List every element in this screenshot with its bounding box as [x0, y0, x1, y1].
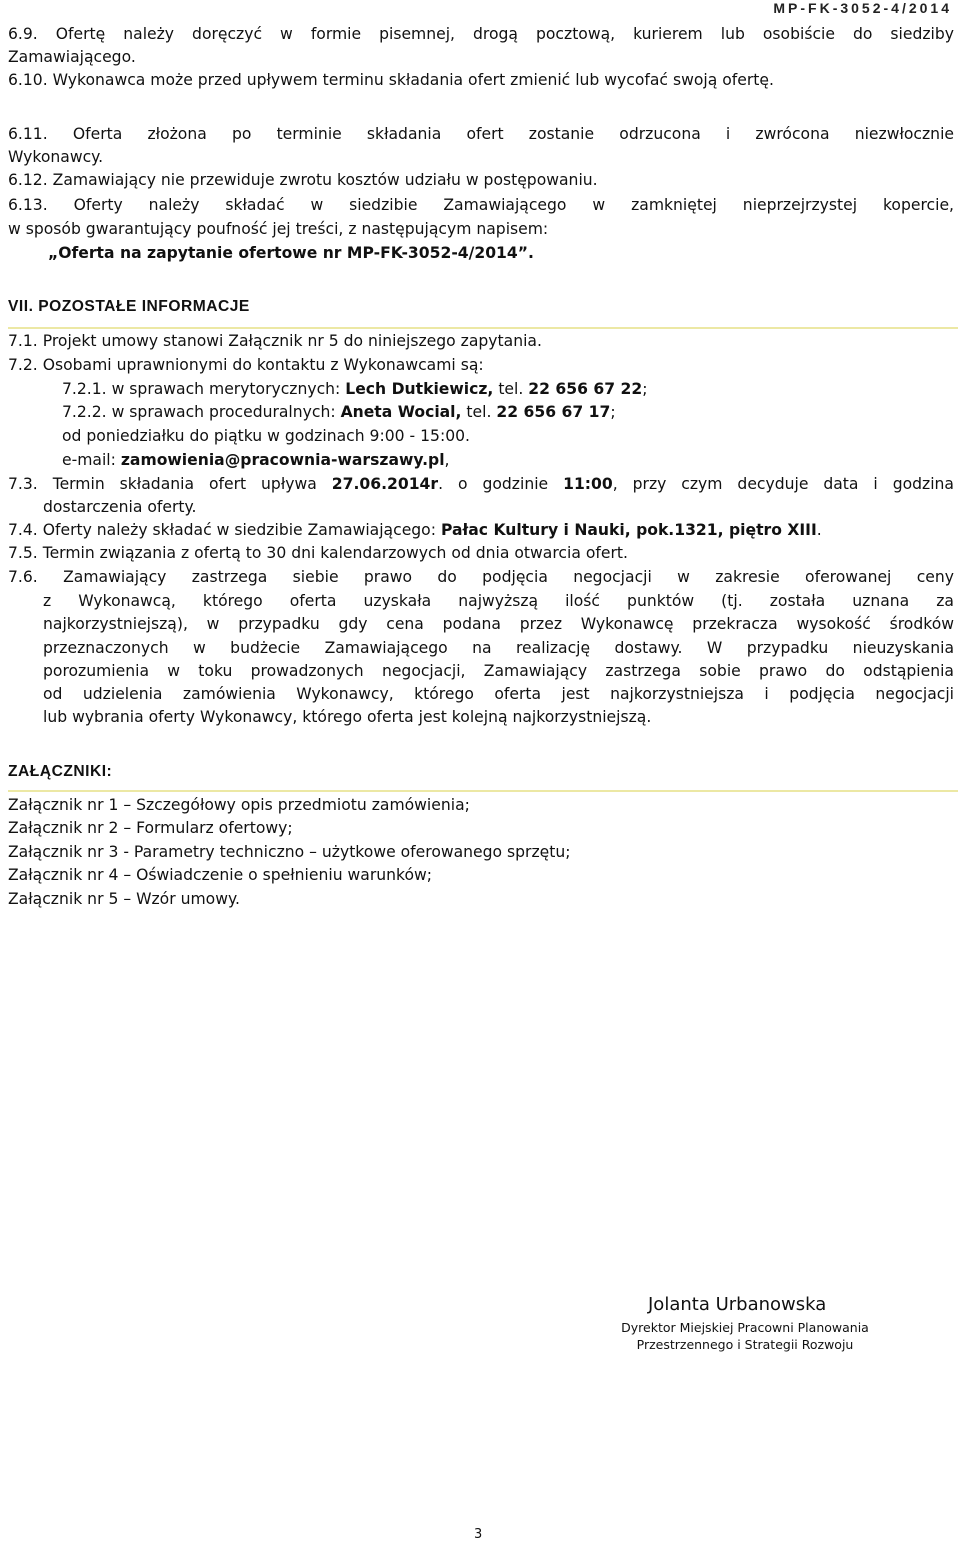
paragraph-7-6-line-2: z Wykonawcą, którego oferta uzyskała najwyższą ilość punktów (tj. została uznana za [43, 592, 954, 610]
attachments-title: ZAŁĄCZNIKI: [8, 763, 113, 780]
paragraph-6-9-line-2: Zamawiającego. [8, 48, 136, 66]
contact-proc-end: ; [610, 403, 616, 421]
signature-role-line-2: Przestrzennego i Strategii Rozwoju [636, 1337, 854, 1352]
offer-envelope-label: „Oferta na zapytanie ofertowe nr MP-FK-3052-4/2014”. [48, 244, 534, 262]
contact-merit-phone: 22 656 67 22 [528, 380, 643, 398]
page-number: 3 [474, 1527, 483, 1542]
submission-place-prefix: 7.4. Oferty należy składać w siedzibie Zamawiającego: [8, 521, 441, 539]
paragraph-6-13-line-2: w sposób gwarantujący poufność jej treści, z następującym napisem: [8, 220, 549, 238]
paragraph-7-6-line-7: lub wybrania oferty Wykonawcy, którego oferta jest kolejną najkorzystniejszą. [43, 708, 652, 726]
attachment-item-4: Załącznik nr 4 – Oświadczenie o spełnieniu warunków; [8, 866, 433, 884]
paragraph-7-3-line-1 [8, 473, 954, 496]
paragraph-7-6-line-6: od udzielenia zamówienia Wykonawcy, którego oferta jest najkorzystniejsza i podjęcia negocjacji [43, 685, 954, 703]
contact-proc-tel-label: tel. [461, 403, 497, 421]
paragraph-7-2-2 [62, 401, 616, 424]
contact-email-line [62, 449, 450, 472]
paragraph-6-11-line-2: Wykonawcy. [8, 148, 104, 166]
attachment-item-2: Załącznik nr 2 – Formularz ofertowy; [8, 819, 293, 837]
paragraph-6-9-line-1: 6.9. Ofertę należy doręczyć w formie pisemnej, drogą pocztową, kurierem lub osobiście do siedziby [8, 25, 954, 43]
contact-hours: od poniedziałku do piątku w godzinach 9:00 - 15:00. [62, 427, 470, 445]
paragraph-6-10: 6.10. Wykonawca może przed upływem terminu składania ofert zmienić lub wycofać swoją ofertę. [8, 71, 774, 89]
paragraph-7-6-line-4: przeznaczonych w budżecie Zamawiającego na realizację dostawy. W przypadku nieuzyskania [43, 639, 954, 657]
paragraph-7-6-line-5: porozumienia w toku prowadzonych negocjacji, Zamawiający zastrzega sobie prawo do odstąpienia [43, 662, 954, 680]
paragraph-7-5: 7.5. Termin związania z ofertą to 30 dni kalendarzowych od dnia otwarcia ofert. [8, 544, 628, 562]
contact-proc-phone: 22 656 67 17 [496, 403, 611, 421]
paragraph-7-3-line-2: dostarczenia oferty. [43, 498, 197, 516]
paragraph-6-11-line-1: 6.11. Oferta złożona po terminie składania ofert zostanie odrzucona i zwrócona niezwłocznie [8, 125, 954, 143]
signature-role-line-1: Dyrektor Miejskiej Pracowni Planowania [621, 1320, 869, 1335]
contact-merit-prefix: 7.2.1. w sprawach merytorycznych: [62, 380, 346, 398]
submission-place-end: . [816, 521, 822, 539]
paragraph-6-13-line-1: 6.13. Oferty należy składać w siedzibie Zamawiającego w zamkniętej nieprzejrzystej kopercie, [8, 196, 954, 214]
contact-merit-tel-label: tel. [493, 380, 529, 398]
contact-merit-end: ; [642, 380, 648, 398]
contact-proc-name: Aneta Wocial, [340, 403, 462, 421]
document-reference-header: MP-FK-3052-4/2014 [773, 0, 952, 16]
paragraph-7-6-line-1: 7.6. Zamawiający zastrzega siebie prawo do podjęcia negocjacji w zakresie oferowanej ceny [8, 568, 954, 586]
email-label: e-mail: [62, 451, 121, 469]
paragraph-7-4 [8, 519, 822, 542]
section-7-title: VII. POZOSTAŁE INFORMACJE [8, 298, 250, 315]
paragraph-6-12: 6.12. Zamawiający nie przewiduje zwrotu kosztów udziału w postępowaniu. [8, 171, 598, 189]
signature-name: Jolanta Urbanowska [648, 1294, 827, 1315]
contact-proc-prefix: 7.2.2. w sprawach proceduralnych: [62, 403, 341, 421]
attachment-item-1: Załącznik nr 1 – Szczegółowy opis przedmiotu zamówienia; [8, 796, 470, 814]
email-end: , [444, 451, 450, 469]
paragraph-7-2-1 [62, 378, 648, 401]
deadline-end: , przy czym decyduje data i godzina [612, 475, 954, 493]
contact-merit-name: Lech Dutkiewicz, [345, 380, 494, 398]
paragraph-7-2: 7.2. Osobami uprawnionymi do kontaktu z Wykonawcami są: [8, 356, 484, 374]
deadline-date: 27.06.2014r [331, 475, 439, 493]
deadline-time: 11:00 [563, 475, 613, 493]
attachments-divider [8, 790, 958, 792]
attachment-item-5: Załącznik nr 5 – Wzór umowy. [8, 890, 240, 908]
attachment-item-3: Załącznik nr 3 - Parametry techniczno – użytkowe oferowanego sprzętu; [8, 843, 571, 861]
email-link[interactable]: zamowienia@pracownia-warszawy.pl [120, 451, 445, 469]
deadline-prefix: 7.3. Termin składania ofert upływa [8, 475, 332, 493]
section-7-divider [8, 327, 958, 329]
submission-place: Pałac Kultury i Nauki, pok.1321, piętro XIII [440, 521, 817, 539]
paragraph-7-1: 7.1. Projekt umowy stanowi Załącznik nr 5 do niniejszego zapytania. [8, 332, 542, 350]
deadline-hour-label: . o godzinie [438, 475, 564, 493]
paragraph-7-6-line-3: najkorzystniejszą), w przypadku gdy cena podana przez Wykonawcę przekracza wysokość środków [43, 615, 954, 633]
